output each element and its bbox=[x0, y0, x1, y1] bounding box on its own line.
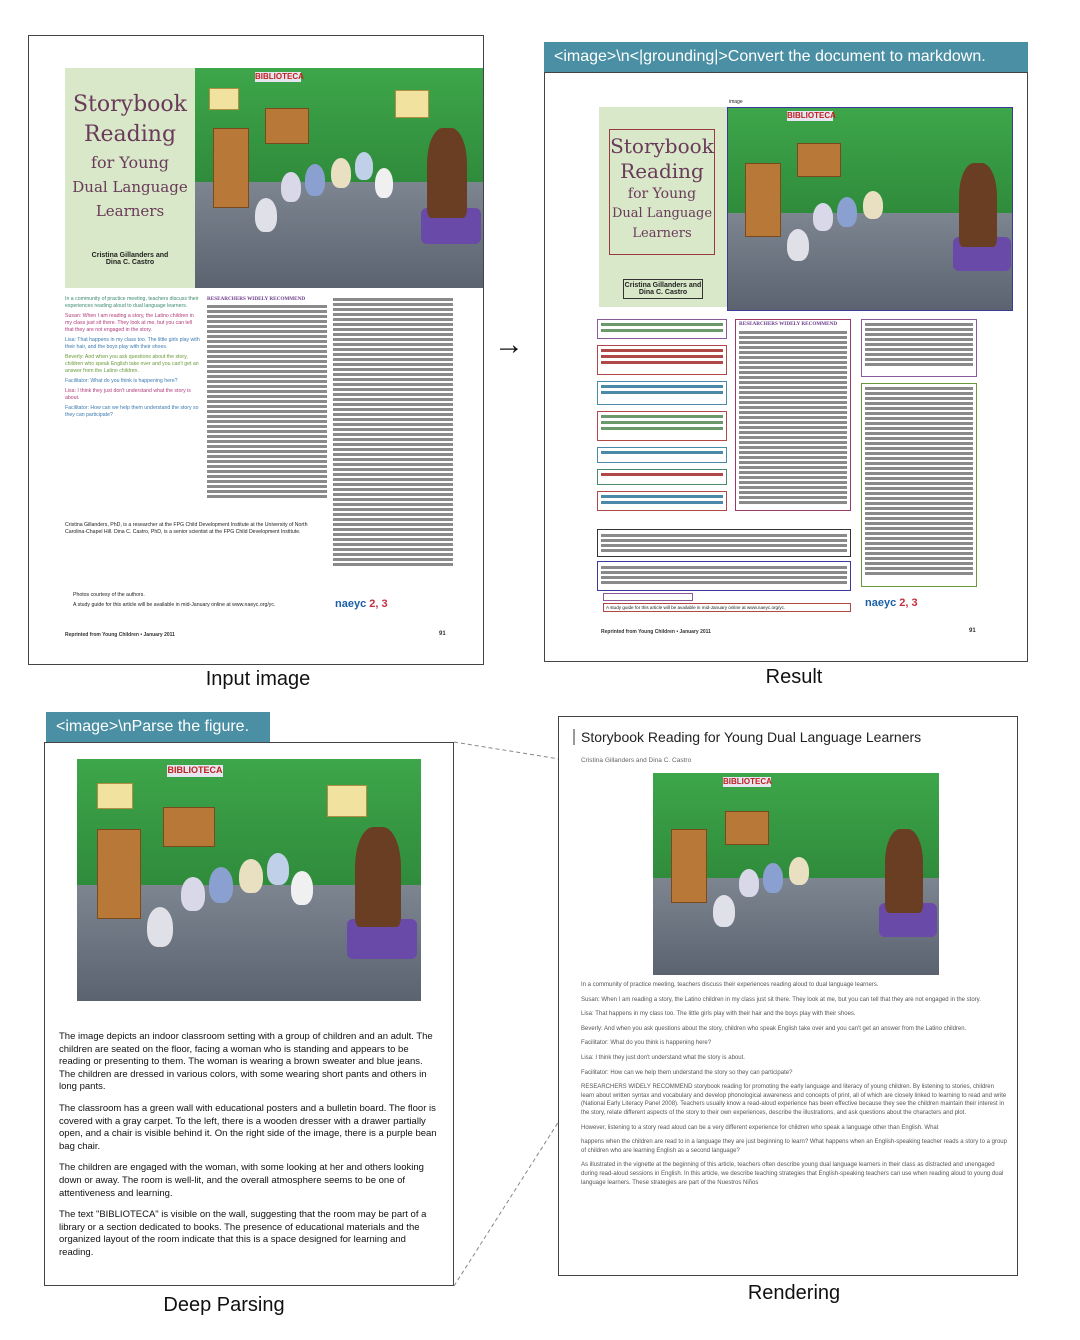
result-panel: image Storybook Reading for Young Dual Language Learners Cristina Gillanders and Dina C. Castro BIBLIOTECA RESEARCHERS WIDELY RECOMMEND A study guide for this article will be available in mid-January online at www.naeyc.org/yc. naeyc 2, 3 Reprinted from Young Children • January 2011 91 bbox=[544, 72, 1028, 662]
title-line: Dual Language bbox=[72, 178, 188, 196]
naeyc-logo: naeyc 2, 3 bbox=[865, 597, 918, 609]
rendered-line: happens when the children are read to in a language they are just beginning to learn? What happens when an English-speaking teacher reads a story to a group of children who are learning English as a second language? bbox=[581, 1139, 1007, 1154]
rendered-title: Storybook Reading for Young Dual Language Learners bbox=[573, 729, 921, 745]
author-line: Dina C. Castro bbox=[105, 259, 155, 266]
dialogue-line: Beverly: And when you ask questions about the story, children who speak English take over and you can't get an answer from the Latino children. bbox=[65, 354, 199, 374]
description-paragraph: The classroom has a green wall with educational posters and a bulletin board. The floor is covered with a gray carpet. To the left, there is a wooden dresser with a drawer partially open, and a chair is visible behind it. On the right side of the image, there is a purple bean bag chair. bbox=[59, 1102, 437, 1152]
dialogue-line: Facilitator: What do you think is happening here? bbox=[65, 378, 178, 384]
naeyc-logo: naeyc 2, 3 bbox=[335, 598, 388, 610]
title-line: for Young bbox=[91, 153, 169, 172]
description-paragraph: The children are engaged with the woman, with some looking at her and others looking down or away. The room is well-lit, and the overall atmosphere seems to be one of attentiveness and learning. bbox=[59, 1162, 424, 1199]
author-line: Dina C. Castro bbox=[638, 289, 688, 296]
dialogue-line: Lisa: That happens in my class too. The little girls play with their hair, and the boys play with their shoes. bbox=[65, 337, 200, 350]
rendered-line: Facilitator: How can we help them understand the story so they can participate? bbox=[581, 1069, 793, 1076]
dialogue-line: Facilitator: How can we help them understand the story so they can participate? bbox=[65, 405, 199, 418]
rendered-figure: BIBLIOTECA bbox=[653, 773, 939, 975]
text-box-outline: RESEARCHERS WIDELY RECOMMEND bbox=[735, 319, 851, 511]
rendered-line: Beverly: And when you ask questions about the story, children who speak English take over and you can't get an answer from the Latino children. bbox=[581, 1025, 967, 1032]
rendered-line: Lisa: That happens in my class too. The little girls play with their hair and the boys play with their shoes. bbox=[581, 1011, 856, 1018]
title-line: Storybook bbox=[610, 134, 714, 158]
bio-text: Cristina Gillanders, PhD, is a researcher at the FPG Child Development Institute at the University of North Carolina-Chapel Hill. Dina C. Castro, PhD, is a senior scientist at the FPG Child Development Institute. bbox=[65, 522, 308, 535]
title-line: Storybook bbox=[72, 92, 187, 117]
title-line: Reading bbox=[620, 159, 704, 183]
description-paragraph: The image depicts an indoor classroom setting with a group of children and an adult. The children are seated on the floor, facing a woman who is standing and appears to be reading or presenting to them. The woman is wearing a brown sweater and blue jeans. The children are dressed in various colors, with some wearing short pants and others in long pants. bbox=[59, 1031, 433, 1093]
dialogue-line: In a community of practice meeting, teachers discuss their experiences reading aloud to dual language learners. bbox=[65, 296, 199, 309]
title-line: Learners bbox=[95, 202, 165, 220]
title-line: for Young bbox=[627, 186, 697, 202]
dialogue-line: Lisa: I think they just don't understand what the story is about. bbox=[65, 388, 191, 401]
grounding-prompt-banner: <image>\n<|grounding|>Convert the document to markdown. bbox=[544, 42, 1028, 72]
arrow-icon: → bbox=[494, 328, 524, 361]
rendered-subtitle: Cristina Gillanders and Dina C. Castro bbox=[581, 757, 692, 764]
rendered-line: Lisa: I think they just don't understand what the story is about. bbox=[581, 1054, 745, 1061]
rendered-markdown-text bbox=[581, 981, 1007, 1193]
description-paragraph: The text "BIBLIOTECA" is visible on the wall, suggesting that the room may be part of a library or a section dedicated to books. The presence of educational materials and the organized layout of the room indicate that this is a space designed for learning and reading. bbox=[59, 1209, 427, 1258]
parse-prompt-banner: <image>\nParse the figure. bbox=[46, 712, 270, 742]
rendering-panel bbox=[558, 716, 1018, 1276]
rendered-line: Facilitator: What do you think is happening here? bbox=[581, 1040, 712, 1047]
caption-rendering: Rendering bbox=[747, 1282, 841, 1304]
rendered-line: As illustrated in the vignette at the beginning of this article, teachers often describe young dual language learners in their class as distracted and unengaged during read-aloud sessions in English. In this article, we describe teaching strategies that English-speaking teachers can use when reading aloud to young dual language learners. These strategies are part of the Nuestros Niños bbox=[581, 1162, 1004, 1186]
author-line: Cristina Gillanders and bbox=[91, 252, 169, 259]
author-line: Cristina Gillanders and bbox=[624, 282, 702, 289]
title-line: Learners bbox=[632, 226, 692, 241]
section-head: RESEARCHERS WIDELY RECOMMEND bbox=[207, 296, 306, 302]
footer-page-number: 91 bbox=[439, 631, 446, 637]
dialogue-line: Susan: When I am reading a story, the Latino children in my class just sit there. They look at me, but you can tell that they are not engaged in the story. bbox=[65, 313, 194, 333]
title-line: Dual Language bbox=[611, 206, 713, 221]
box-label-image: image bbox=[729, 99, 743, 105]
footer-reprint: Reprinted from Young Children • January 2011 bbox=[65, 632, 175, 638]
parsed-figure: BIBLIOTECA bbox=[77, 759, 421, 1001]
rendered-line: However, listening to a story read aloud can be a very different experience for children who speak a language other than English. What bbox=[581, 1124, 939, 1131]
rendered-line: RESEARCHERS WIDELY RECOMMEND storybook reading for promoting the early language and literacy of young children. By listening to stories, children learn about written syntax and vocabulary and develop phonological awareness and concepts of print, all of which are closely linked to learning to read and write (National Early Literacy Panel 2008). Teachers usually know a read-aloud experience has been effective because they see the children maintain their interest in the story, relate different aspects of the story to their own experiences, describe the illustrations, and ask questions about the characters and plot. bbox=[581, 1084, 1007, 1116]
rendered-line: Susan: When I am reading a story, the Latino children in my class just sit there. They look at me, but you can tell that they are not engaged in the story. bbox=[581, 996, 981, 1003]
caption-deep-parsing: Deep Parsing bbox=[163, 1294, 285, 1316]
classroom-photo-result: BIBLIOTECA bbox=[727, 107, 1013, 311]
photo-credit: Photos courtesy of the authors. bbox=[73, 592, 145, 598]
rendered-line: In a community of practice meeting, teachers discuss their experiences reading aloud to dual language learners. bbox=[581, 982, 879, 988]
study-guide-note: A study guide for this article will be available in mid-January online at www.naeyc.org/yc. bbox=[73, 602, 276, 608]
biblioteca-sign: BIBLIOTECA bbox=[255, 72, 304, 81]
title-line: Reading bbox=[83, 122, 177, 147]
caption-result: Result bbox=[765, 666, 823, 688]
caption-input-image: Input image bbox=[205, 668, 311, 690]
